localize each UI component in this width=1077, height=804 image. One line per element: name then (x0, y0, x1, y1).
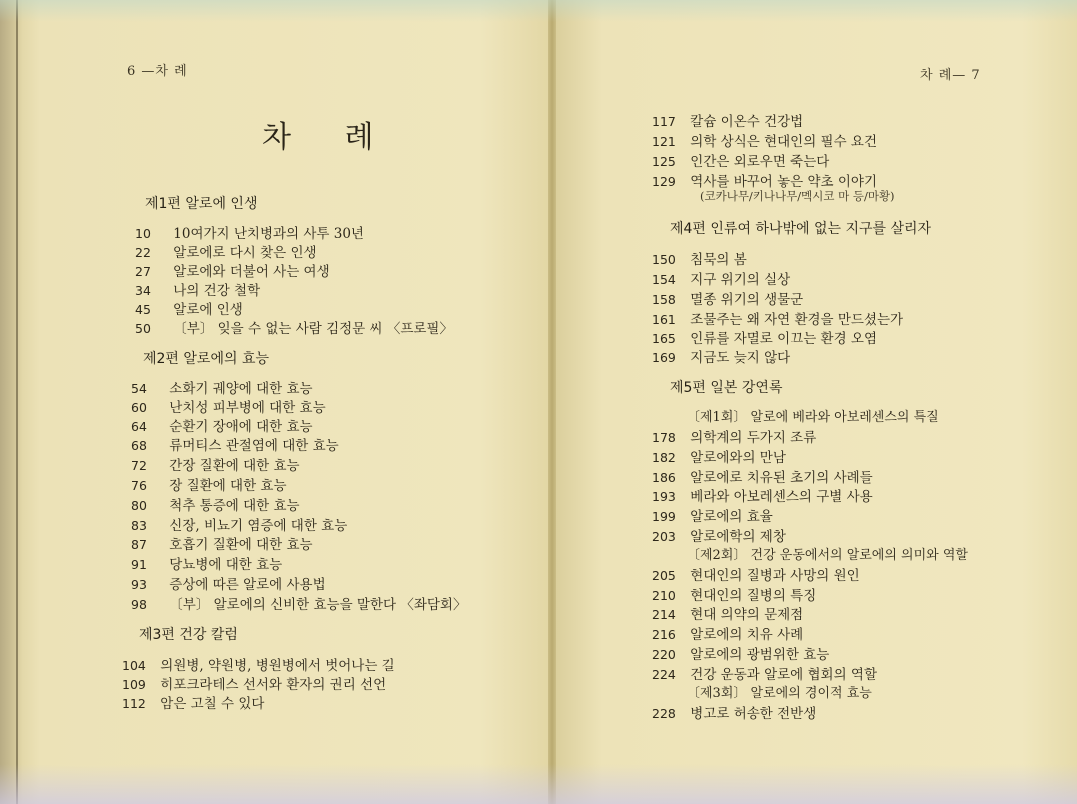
part-heading-4: 제4편 인류여 하나밖에 없는 지구를 살리자 (670, 221, 932, 237)
entry-title: 알로에로 치유된 초기의 사례들 (690, 470, 873, 486)
page-number: 76 (131, 478, 147, 493)
toc-entry (122, 673, 386, 693)
entry-title: 침묵의 봄 (690, 252, 747, 268)
toc-entry (652, 426, 816, 446)
page-number: 83 (131, 518, 147, 533)
page-number: 109 (122, 677, 146, 692)
page-number: 125 (652, 154, 676, 169)
page-stack-edge (0, 0, 22, 804)
entry-title: 의학계의 두가지 조류 (690, 430, 817, 446)
entry-title: 류머티스 관절염에 대한 효능 (169, 438, 339, 454)
page-number: 91 (131, 557, 147, 572)
entry-title: 현대인의 질병과 사망의 원인 (690, 568, 860, 584)
toc-entry (135, 222, 364, 242)
lecture-heading: 〔제1회〕 알로에 베라와 아보레센스의 특질 (687, 410, 939, 425)
entry-title: 현대인의 질병의 특징 (690, 588, 817, 604)
page-number: 129 (652, 174, 676, 189)
toc-entry (652, 248, 747, 268)
toc-entry (652, 150, 829, 170)
part-heading-3: 제3편 건강 칼럼 (139, 627, 238, 643)
entry-title: 나의 건강 철학 (173, 283, 261, 299)
page-number: 50 (135, 321, 151, 336)
toc-entry (652, 564, 860, 584)
toc-entry (122, 692, 264, 712)
lecture-heading: 〔제2회〕 건강 운동에서의 알로에의 의미와 역할 (687, 548, 968, 563)
page-number: 224 (652, 667, 676, 682)
page-number: 121 (652, 134, 676, 149)
entry-title: 의원병, 약원병, 병원병에서 벗어나는 길 (160, 658, 395, 674)
toc-entry (131, 553, 282, 573)
page-number: 150 (652, 252, 676, 267)
toc-entry (122, 654, 395, 674)
part-heading-5: 제5편 일본 강연록 (670, 380, 783, 396)
scan-top-tint (0, 0, 1077, 22)
page-number: 161 (652, 312, 676, 327)
toc-entry (131, 514, 347, 534)
page-number: 60 (131, 400, 147, 415)
toc-entry (131, 474, 287, 494)
entry-title: 베라와 아보레센스의 구별 사용 (690, 489, 873, 505)
entry-title: 호흡기 질환에 대한 효능 (169, 537, 313, 553)
toc-entry (652, 446, 786, 466)
page-title: 차 례 (262, 120, 396, 155)
toc-entry (135, 260, 330, 280)
entry-title: 난치성 피부병에 대한 효능 (169, 400, 326, 416)
toc-entry (652, 663, 877, 683)
page-number: 186 (652, 470, 676, 485)
toc-entry (135, 317, 453, 337)
page-number: 154 (652, 272, 676, 287)
part-heading-1: 제1편 알로에 인생 (145, 196, 258, 212)
toc-entry (652, 268, 790, 288)
entry-title: 알로에의 효율 (690, 509, 773, 525)
page-number: 182 (652, 450, 676, 465)
entry-title: 병고로 허송한 전반생 (690, 706, 817, 722)
page-number: 214 (652, 607, 676, 622)
page-number: 87 (131, 537, 147, 552)
entry-title: 〔부〕 알로에의 신비한 효능을 말한다 〈좌담회〉 (169, 597, 467, 613)
toc-entry (652, 308, 903, 328)
toc-entry (135, 241, 317, 261)
toc-entry (131, 377, 313, 397)
toc-entry-note: (코카나무/키나나무/멕시코 마 등/마황) (700, 189, 895, 203)
entry-title: 당뇨병에 대한 효능 (169, 557, 283, 573)
toc-entry (652, 110, 803, 130)
page-number: 210 (652, 588, 676, 603)
toc-entry (652, 525, 786, 545)
lecture-heading: 〔제3회〕 알로에의 경이적 효능 (687, 686, 872, 701)
entry-title: 조물주는 왜 자연 환경을 만드셨는가 (690, 312, 904, 328)
page-number: 68 (131, 438, 147, 453)
page-number: 27 (135, 264, 151, 279)
page-number: 220 (652, 647, 676, 662)
toc-entry (131, 494, 300, 514)
toc-entry (652, 288, 803, 308)
entry-title: 현대 의약의 문제점 (690, 607, 804, 623)
entry-title: 알로에의 광범위한 효능 (690, 647, 830, 663)
entry-title: 칼슘 이온수 건강법 (690, 114, 804, 130)
entry-title: 알로에와 더불어 사는 여생 (173, 264, 330, 280)
toc-entry (135, 298, 243, 318)
toc-entry (135, 279, 260, 299)
page-number: 104 (122, 658, 146, 673)
toc-entry (652, 584, 816, 604)
entry-title: 인류를 자멸로 이끄는 환경 오염 (690, 331, 877, 347)
toc-entry (131, 415, 313, 435)
page-number: 64 (131, 419, 147, 434)
toc-entry (652, 346, 790, 366)
page-number: 112 (122, 696, 146, 711)
page-number: 165 (652, 331, 676, 346)
entry-title: 건강 운동과 알로에 협회의 역할 (690, 667, 877, 683)
entry-title: 알로에 인생 (173, 302, 243, 318)
page-number: 203 (652, 529, 676, 544)
entry-title: 암은 고칠 수 있다 (160, 696, 265, 712)
page-number: 216 (652, 627, 676, 642)
page-number: 178 (652, 430, 676, 445)
toc-entry (652, 702, 816, 722)
page-number: 80 (131, 498, 147, 513)
page-number: 10 (135, 226, 151, 241)
entry-title: 멸종 위기의 생물군 (690, 292, 804, 308)
entry-title: 알로에로 다시 찾은 인생 (173, 245, 317, 261)
entry-title: 순환기 장애에 대한 효능 (169, 419, 313, 435)
entry-title: 히포크라테스 선서와 환자의 권리 선언 (160, 677, 387, 693)
entry-title: 장 질환에 대한 효능 (169, 478, 287, 494)
page-number: 22 (135, 245, 151, 260)
page-number: 199 (652, 509, 676, 524)
page-number: 169 (652, 350, 676, 365)
page-number: 117 (652, 114, 676, 129)
page-number: 193 (652, 489, 676, 504)
entry-title: 지구 위기의 실상 (690, 272, 791, 288)
scan-bottom-tint (0, 764, 1077, 804)
toc-entry (652, 643, 829, 663)
toc-entry (131, 434, 339, 454)
left-running-head: 6 —차 례 (127, 64, 188, 79)
entry-title: 증상에 따른 알로에 사용법 (169, 577, 326, 593)
toc-entry (652, 170, 877, 190)
page-number: 93 (131, 577, 147, 592)
toc-entry (652, 623, 803, 643)
toc-entry (131, 573, 326, 593)
toc-entry (652, 466, 873, 486)
entry-title: 알로에학의 제창 (690, 529, 786, 545)
toc-entry (131, 593, 466, 613)
entry-title: 인간은 외로우면 죽는다 (690, 154, 830, 170)
entry-title: 신장, 비뇨기 염증에 대한 효능 (169, 518, 348, 534)
entry-title: 간장 질환에 대한 효능 (169, 458, 300, 474)
page-number: 98 (131, 597, 147, 612)
right-running-head: 차 례— 7 (920, 68, 981, 83)
page-number: 34 (135, 283, 151, 298)
toc-entry (652, 505, 773, 525)
toc-entry (652, 603, 803, 623)
entry-title: 역사를 바꾸어 놓은 약초 이야기 (690, 174, 877, 190)
entry-title: 알로에와의 만남 (690, 450, 786, 466)
toc-entry (131, 533, 313, 553)
page-number: 54 (131, 381, 147, 396)
entry-title: 척추 통증에 대한 효능 (169, 498, 300, 514)
page-number: 205 (652, 568, 676, 583)
toc-entry (652, 485, 873, 505)
entry-title: 알로에의 치유 사례 (690, 627, 804, 643)
part-heading-2: 제2편 알로에의 효능 (143, 351, 269, 367)
entry-title: 의학 상식은 현대인의 필수 요건 (690, 134, 877, 150)
entry-title: 〔부〕 잊을 수 없는 사람 김정문 씨 〈프로필〉 (173, 321, 453, 337)
book-spine (548, 0, 556, 804)
page-number: 228 (652, 706, 676, 721)
toc-entry (652, 327, 877, 347)
toc-entry (131, 396, 326, 416)
entry-title: 지금도 늦지 않다 (690, 350, 791, 366)
page-number: 45 (135, 302, 151, 317)
page-number: 72 (131, 458, 147, 473)
entry-title: 소화기 궤양에 대한 효능 (169, 381, 313, 397)
page-number: 158 (652, 292, 676, 307)
toc-entry (652, 130, 877, 150)
toc-entry (131, 454, 300, 474)
entry-title: 10여가지 난치병과의 사투 30년 (173, 226, 364, 242)
